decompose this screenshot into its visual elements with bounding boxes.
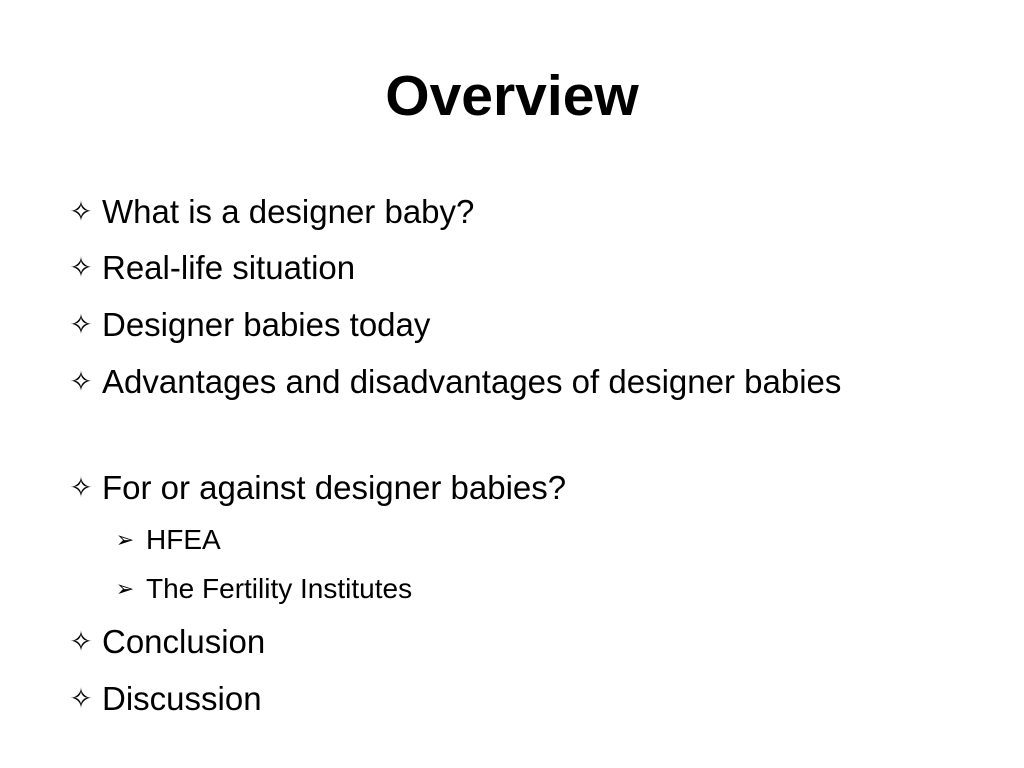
star-bullet-icon: ✧	[69, 626, 93, 657]
bullet-item	[64, 244, 884, 291]
sub-bullet-item	[110, 520, 810, 560]
star-bullet-icon: ✧	[69, 309, 93, 340]
sub-bullet-text: The Fertility Institutes	[146, 573, 413, 604]
star-bullet-icon: ✧	[69, 252, 93, 283]
star-bullet-icon: ✧	[69, 472, 93, 503]
bullet-text: Real-life situation	[102, 249, 356, 286]
star-bullet-icon: ✧	[69, 683, 93, 714]
bullet-item	[64, 675, 884, 722]
bullet-text: What is a designer baby?	[102, 193, 475, 230]
bullet-text: For or against designer babies?	[102, 469, 567, 506]
bullet-text: Discussion	[102, 680, 262, 717]
arrow-bullet-icon: ➢	[115, 527, 135, 552]
bullet-item	[64, 301, 884, 348]
sub-bullet-item	[110, 569, 810, 609]
bullet-item	[64, 358, 884, 405]
sub-bullet-text: HFEA	[146, 524, 221, 555]
star-bullet-icon: ✧	[69, 196, 93, 227]
arrow-bullet-icon: ➢	[115, 576, 135, 601]
bullet-item	[64, 618, 884, 665]
bullet-text: Advantages and disadvantages of designer babies	[102, 363, 842, 400]
bullet-text: Designer babies today	[102, 306, 431, 343]
bullet-item	[64, 464, 884, 511]
slide-title: Overview	[385, 64, 639, 128]
star-bullet-icon: ✧	[69, 366, 93, 397]
bullet-text: Conclusion	[102, 623, 266, 660]
bullet-item	[64, 188, 884, 235]
